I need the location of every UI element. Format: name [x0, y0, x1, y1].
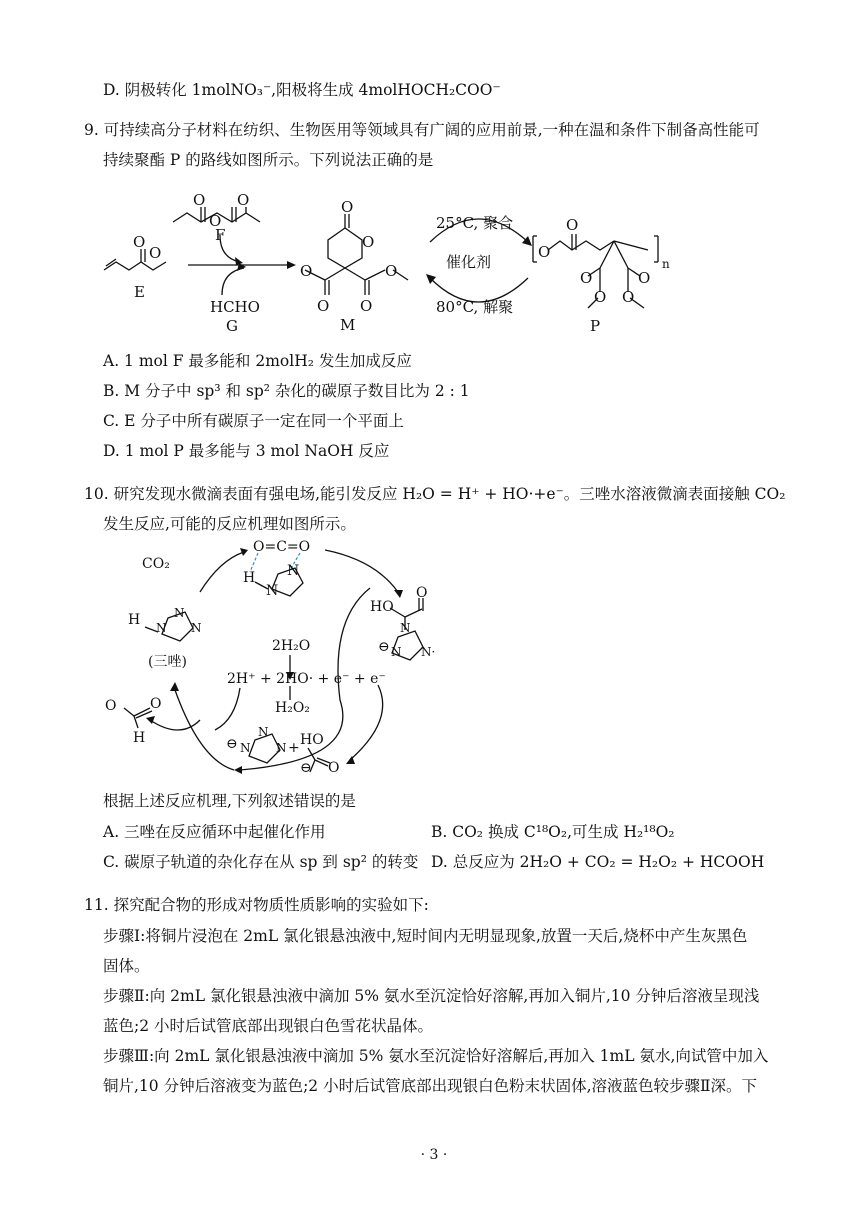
q9-stem-line2: 持续聚酯 P 的路线如图所示。下列说法正确的是: [103, 151, 434, 169]
svg-text:O: O: [150, 696, 162, 712]
q9-option-a: A. 1 mol F 最多能和 2molH₂ 发生加成反应: [103, 352, 412, 370]
q10-question: 根据上述反应机理,下列叙述错误的是: [103, 792, 356, 810]
q11-step1-line2: 固体。: [103, 957, 150, 975]
condition-bottom: 80°C, 解聚: [436, 298, 514, 316]
q9-option-c: C. E 分子中所有碳原子一定在同一个平面上: [103, 412, 404, 430]
label-m: M: [340, 316, 356, 334]
svg-text:O: O: [300, 262, 313, 280]
q10-option-b: B. CO₂ 换成 C¹⁸O₂,可生成 H₂¹⁸O₂: [431, 823, 675, 841]
q11-step1-line1: 步骤Ⅰ:将铜片浸泡在 2mL 氯化银悬浊液中,短时间内无明显现象,放置一天后,烧杯中产生灰黑色: [103, 927, 748, 945]
q9-option-d: D. 1 mol P 最多能与 3 mol NaOH 反应: [103, 442, 390, 460]
svg-text:O: O: [362, 233, 375, 251]
svg-text:⊖: ⊖: [300, 760, 312, 776]
svg-text:N: N: [276, 741, 287, 755]
svg-text:N: N: [174, 606, 185, 620]
svg-text:O: O: [538, 243, 551, 261]
q10-option-d: D. 总反应为 2H₂O + CO₂ = H₂O₂ + HCOOH: [431, 853, 765, 871]
svg-text:N: N: [391, 645, 402, 659]
ho-label: HO: [370, 599, 394, 615]
svg-text:N: N: [191, 621, 202, 635]
svg-text:+: +: [288, 740, 300, 756]
svg-text:O: O: [237, 191, 250, 209]
minus-right: ⊖: [378, 639, 390, 655]
label-p: P: [590, 317, 601, 335]
svg-text:O: O: [385, 262, 398, 280]
q11-step3-line2: 铜片,10 分钟后溶液变为蓝色;2 小时后试管底部出现银白色粉末状固体,溶液蓝色较步骤Ⅱ深。下: [103, 1077, 758, 1095]
svg-text:N·: N·: [421, 645, 436, 659]
co2-label: CO₂: [142, 556, 170, 572]
svg-text:O: O: [360, 297, 373, 315]
svg-text:H: H: [133, 730, 146, 746]
svg-text:N: N: [266, 583, 279, 599]
svg-text:HO: HO: [300, 732, 324, 748]
svg-text:O: O: [209, 212, 222, 230]
minus-bottom: ⊖: [226, 736, 238, 752]
svg-text:O: O: [193, 191, 206, 209]
q10-stem-line2: 发生反应,可能的反应机理如图所示。: [103, 515, 356, 533]
svg-text:O: O: [341, 198, 354, 216]
svg-text:O: O: [317, 297, 330, 315]
h-label: H: [243, 570, 256, 586]
label-f: F: [215, 226, 226, 244]
svg-text:O: O: [416, 585, 428, 601]
triazole-name: (三唑): [148, 654, 187, 670]
condition-mid: 催化剂: [446, 253, 492, 271]
condition-top: 25°C, 聚合: [436, 214, 514, 232]
q11-step2-line1: 步骤Ⅱ:向 2mL 氯化银悬浊液中滴加 5% 氨水至沉淀恰好溶解,再加入铜片,10 分钟后溶液呈现浅: [103, 987, 760, 1005]
svg-text:O: O: [594, 288, 607, 306]
h2o2-label: H₂O₂: [275, 700, 310, 716]
svg-text:O: O: [133, 233, 146, 251]
q11-step2-line2: 蓝色;2 小时后试管底部出现银白色雪花状晶体。: [103, 1017, 434, 1035]
hn-label: H: [128, 612, 141, 628]
svg-text:O: O: [149, 244, 162, 262]
q10-option-c: C. 碳原子轨道的杂化存在从 sp 到 sp² 的转变: [103, 853, 419, 871]
center-equation: 2H⁺ + 2HO· + e⁻ + e⁻: [227, 671, 386, 687]
q9-stem-line1: 9. 可持续高分子材料在纺织、生物医用等领域具有广阔的应用前景,一种在温和条件下制备高性能可: [84, 121, 760, 139]
svg-text:O: O: [580, 269, 593, 287]
svg-text:N: N: [258, 725, 269, 739]
hcho-label: HCHO: [210, 298, 260, 316]
q11-stem: 11. 探究配合物的形成对物质性质影响的实验如下:: [84, 896, 429, 914]
label-g: G: [226, 317, 238, 335]
svg-text:N: N: [156, 621, 167, 635]
svg-text:O: O: [328, 760, 340, 776]
svg-text:O: O: [622, 288, 635, 306]
water-label: 2H₂O: [272, 638, 311, 654]
sub-n: n: [662, 257, 670, 271]
q9-option-b: B. M 分子中 sp³ 和 sp² 杂化的碳原子数目比为 2 : 1: [103, 382, 470, 400]
svg-text:N: N: [240, 741, 251, 755]
svg-text:O: O: [105, 698, 117, 714]
page-number: · 3 ·: [420, 1147, 448, 1163]
q11-step3-line1: 步骤Ⅲ:向 2mL 氯化银悬浊液中滴加 5% 氨水至沉淀恰好溶解后,再加入 1mL 氨水,向试管中加入: [103, 1047, 769, 1065]
label-e: E: [134, 283, 145, 301]
svg-text:N: N: [287, 563, 300, 579]
q8-option-d: D. 阴极转化 1molNO₃⁻,阳极将生成 4molHOCH₂COO⁻: [103, 81, 501, 99]
q10-stem-line1: 10. 研究发现水微滴表面有强电场,能引发反应 H₂O = H⁺ + HO·+e⁻。三唑水溶液微滴表面接触 CO₂: [84, 485, 786, 503]
svg-text:O: O: [566, 216, 579, 234]
svg-text:O: O: [638, 269, 651, 287]
q10-option-a: A. 三唑在反应循环中起催化作用: [103, 823, 326, 841]
oco-label: O=C=O: [253, 539, 311, 555]
svg-text:N: N: [400, 621, 411, 635]
